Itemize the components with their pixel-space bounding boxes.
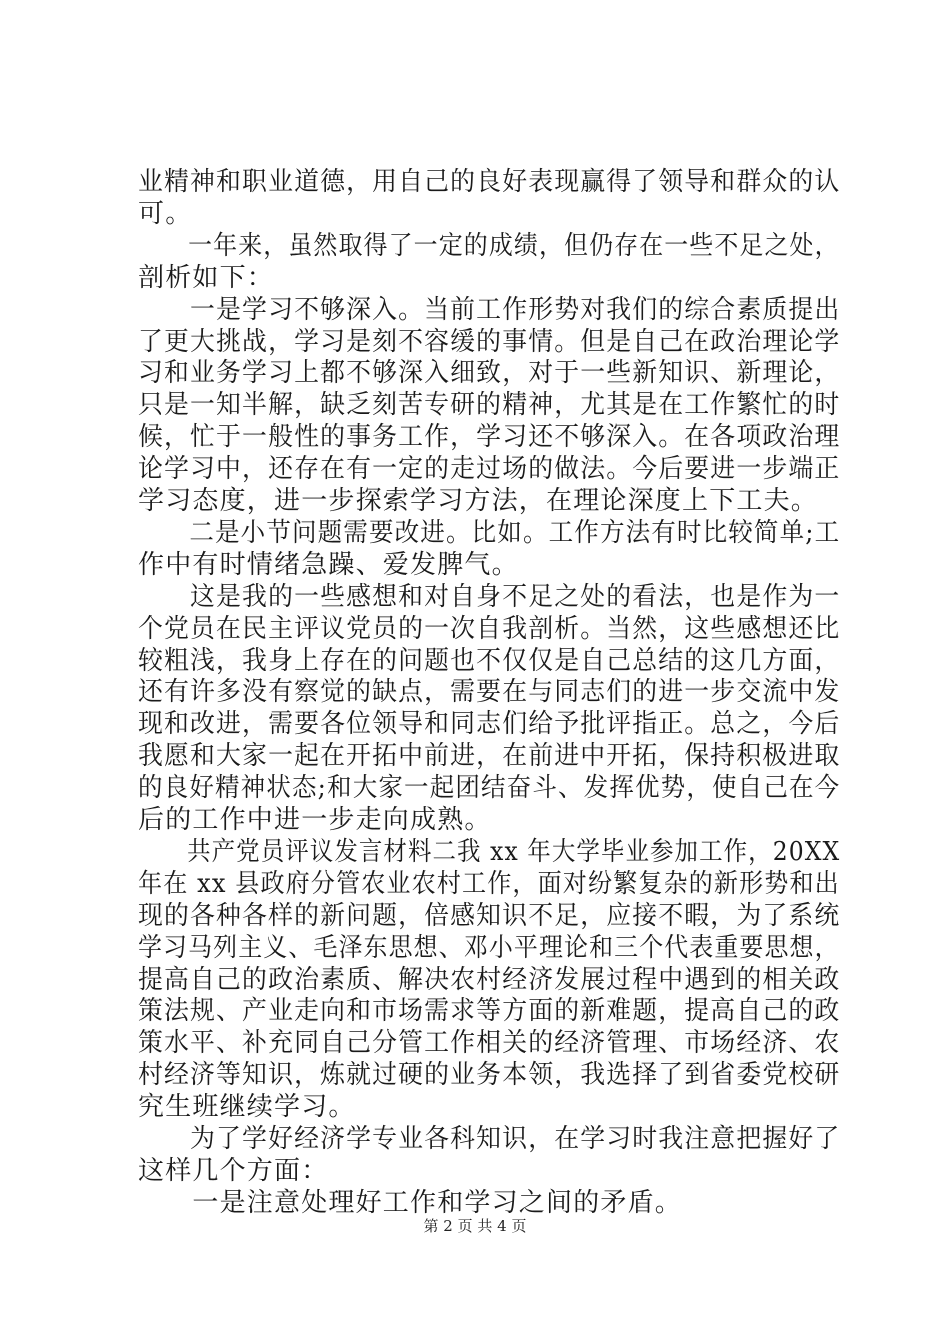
text-line: 一是注意处理好工作和学习之间的矛盾。 <box>138 1187 683 1218</box>
text-line: 策法规、产业走向和市场需求等方面的新难题，提高自己的政 <box>138 996 841 1027</box>
text-line: 年在 xx 县政府分管农业农村工作，面对纷繁复杂的新形势和出 <box>138 868 840 899</box>
text-line: 业精神和职业道德，用自己的良好表现赢得了领导和群众的认 <box>138 167 841 197</box>
text-line: 这样几个方面： <box>138 1155 329 1186</box>
text-line: 只是一知半解，缺乏刻苦专研的精神，尤其是在工作繁忙的时 <box>138 390 841 421</box>
text-line: 二是小节问题需要改进。比如。工作方法有时比较简单;工 <box>138 517 841 548</box>
text-line: 后的工作中进一步走向成熟。 <box>138 805 492 835</box>
text-line: 村经济等知识，炼就过硬的业务本领，我选择了到省委党校研 <box>138 1060 841 1091</box>
text-line: 的良好精神状态;和大家一起团结奋斗、发挥优势，使自己在今 <box>138 773 841 804</box>
text-line: 策水平、补充同自己分管工作相关的经济管理、市场经济、农 <box>138 1028 841 1059</box>
text-line: 现和改进，需要各位领导和同志们给予批评指正。总之，今后 <box>138 709 841 740</box>
text-line: 共产党员评议发言材料二我 xx 年大学毕业参加工作，20XX <box>138 836 841 867</box>
text-line: 作中有时情绪急躁、爱发脾气。 <box>138 549 519 580</box>
text-line: 论学习中，还存在有一定的走过场的做法。今后要进一步端正 <box>138 454 841 485</box>
text-line: 为了学好经济学专业各科知识，在学习时我注意把握好了 <box>138 1124 841 1154</box>
text-line: 候，忙于一般性的事务工作，学习还不够深入。在各项政治理 <box>138 422 841 453</box>
text-line: 学习马列主义、毛泽东思想、邓小平理论和三个代表重要思想， <box>138 932 840 963</box>
text-line: 一年来，虽然取得了一定的成绩，但仍存在一些不足之处， <box>138 230 840 261</box>
text-line: 我愿和大家一起在开拓中前进，在前进中开拓，保持积极进取 <box>138 741 841 772</box>
text-line: 个党员在民主评议党员的一次自我剖析。当然，这些感想还比 <box>138 613 841 644</box>
text-line: 提高自己的政治素质、解决农村经济发展过程中遇到的相关政 <box>138 964 841 995</box>
page-footer: 第 2 页 共 4 页 <box>423 1217 527 1235</box>
text-line: 剖析如下： <box>138 262 275 293</box>
text-line: 学习态度，进一步探索学习方法，在理论深度上下工夫。 <box>138 486 819 516</box>
text-line: 较粗浅，我身上存在的问题也不仅仅是自己总结的这几方面， <box>138 645 841 676</box>
text-line: 了更大挑战，学习是刻不容缓的事情。但是自己在政治理论学 <box>138 326 841 357</box>
text-line: 一是学习不够深入。当前工作形势对我们的综合素质提出 <box>138 294 841 325</box>
text-line: 现的各种各样的新问题，倍感知识不足，应接不暇，为了系统 <box>138 900 841 931</box>
text-line: 可。 <box>138 198 193 229</box>
text-line: 究生班继续学习。 <box>138 1092 356 1123</box>
text-line: 习和业务学习上都不够深入细致，对于一些新知识、新理论， <box>138 358 841 389</box>
text-line: 还有许多没有察觉的缺点，需要在与同志们的进一步交流中发 <box>138 677 841 708</box>
text-line: 这是我的一些感想和对自身不足之处的看法，也是作为一 <box>138 581 841 612</box>
